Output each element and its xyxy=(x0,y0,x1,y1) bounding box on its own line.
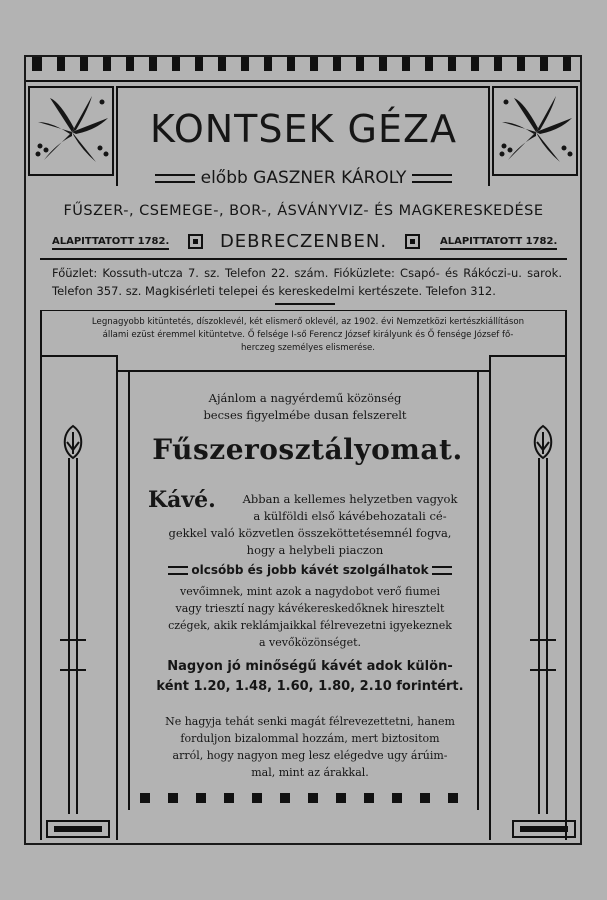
cheaper-line xyxy=(148,563,472,577)
price-line: ként 1.20, 1.48, 1.60, 1.80, 2.10 forintért. xyxy=(156,679,464,694)
address-block: Főüzlet: Kossuth-utcza 7. sz. Telefon 22. szám. Fióküzlete: Csapó- és Rákóczi-u. sarok. Telefon 357. sz. Magkisérleti telepei és kereskedelmi kertészete. Telefon 312. xyxy=(52,266,562,298)
paragraph-line: mal, mint az árakkal. xyxy=(251,766,369,779)
cheaper-text: olcsóbb és jobb kávét szolgálhatok xyxy=(191,563,429,577)
left-corner-ornament xyxy=(28,86,114,176)
company-name: KONTSEK GÉZA xyxy=(149,107,457,151)
paragraph-line: Abban a kellemes helyzetben vagyok xyxy=(242,492,458,506)
right-corner-ornament xyxy=(492,86,578,176)
former-owner xyxy=(140,168,467,188)
intro-text xyxy=(170,390,440,424)
trade-line: FŰSZER-, CSEMEGE-, BOR-, ÁSVÁNYVIZ- ÉS MAGKERESKEDÉSE xyxy=(63,203,544,219)
right-outer-line xyxy=(565,310,567,840)
chestnut-leaf-icon xyxy=(30,88,114,176)
right-base-plate xyxy=(512,820,576,838)
price-list xyxy=(140,657,480,697)
paragraph-line: hogy a helybeli piaczon xyxy=(246,543,384,557)
paragraph-line: a külföldi első kávébehozatali cé- xyxy=(253,509,447,523)
top-dash-border xyxy=(26,57,580,71)
closing-paragraph xyxy=(140,713,480,781)
coffee-paragraph-1 xyxy=(148,491,472,559)
former-owner-text: előbb GASZNER KÁROLY xyxy=(200,168,407,188)
price-line: Nagyon jó minőségű kávét adok külön- xyxy=(167,659,453,674)
header-box-left xyxy=(116,86,118,186)
square-ornament-right xyxy=(405,234,420,249)
address-divider xyxy=(275,303,335,305)
header-box-right xyxy=(488,86,490,186)
left-base-plate xyxy=(46,820,110,838)
paragraph-line: Ne hagyja tehát senki magát félrevezettetni, hanem xyxy=(165,715,455,728)
paragraph-line: vagy triesztí nagy kávékereskedőknek hiresztelt xyxy=(175,602,445,615)
headline: Fűszerosztályomat. xyxy=(152,433,463,466)
right-inner-line xyxy=(489,355,491,840)
paragraph-line: gekkel való közvetlen összeköttetésemnél fogva, xyxy=(168,526,452,540)
awards-line: állami ezüst éremmel kitüntetve. Ő felsége I-ső Ferencz József királyunk és Ő fensége József fő- xyxy=(102,330,514,340)
tulip-bud-icon xyxy=(526,420,560,820)
city-name: DEBRECZENBEN. xyxy=(219,231,388,252)
awards-rule-top xyxy=(40,310,567,311)
double-rule-right xyxy=(432,566,452,575)
double-rule-left xyxy=(155,174,195,183)
kave-heading: Kávé. xyxy=(148,487,216,513)
awards-line: Legnagyobb kitüntetés, díszoklevél, két elismerő oklevél, az 1902. évi Nemzetközi kertészkiállításon xyxy=(91,317,525,327)
founded-left: ALAPITTATOTT 1782. xyxy=(52,236,169,250)
body-box-top xyxy=(118,370,489,372)
bottom-dash-border xyxy=(140,793,470,803)
paragraph-line: a vevőközönséget. xyxy=(258,636,362,649)
paragraph-line: arról, hogy nagyon meg lesz elégedve ugy árúim- xyxy=(172,749,448,762)
founded-right: ALAPITTATOTT 1782. xyxy=(440,236,557,250)
left-inner-line xyxy=(116,355,118,840)
left-step-line xyxy=(40,355,118,357)
right-step-line xyxy=(489,355,567,357)
coffee-paragraph-2 xyxy=(140,583,480,651)
intro-line: Ajánlom a nagyérdemű közönség xyxy=(208,391,402,405)
paragraph-line: czégek, akik reklámjaikkal félrevezetni igyekeznek xyxy=(168,619,452,632)
awards-block xyxy=(58,316,558,355)
tulip-bud-icon xyxy=(56,420,90,820)
left-outer-line xyxy=(40,310,42,840)
awards-line: herczeg személyes elismerése. xyxy=(240,343,376,353)
intro-line: becses figyelmébe dusan felszerelt xyxy=(203,408,407,422)
address-rule xyxy=(40,258,567,260)
chestnut-leaf-icon xyxy=(494,88,578,176)
double-rule-left xyxy=(168,566,188,575)
paragraph-line: vevőimnek, mint azok a nagydobot verő fiumei xyxy=(179,585,441,598)
double-rule-right xyxy=(412,174,452,183)
header-rule xyxy=(26,80,580,82)
header-box-top xyxy=(116,86,490,88)
paragraph-line: forduljon bizalommal hozzám, mert biztositom xyxy=(180,732,440,745)
